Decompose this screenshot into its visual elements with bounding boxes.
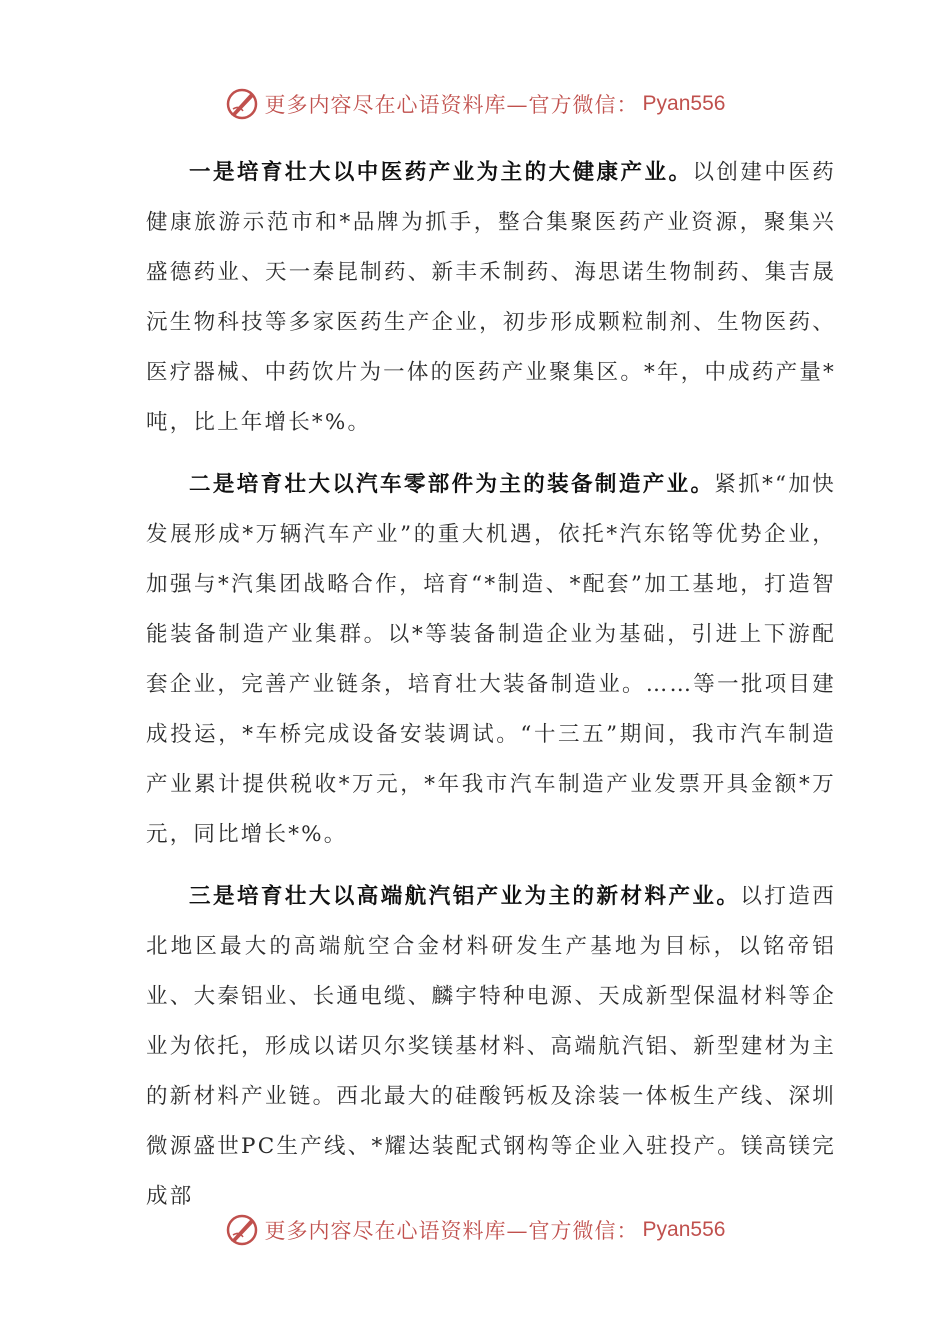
quill-logo-icon xyxy=(225,1213,259,1247)
watermark-header xyxy=(0,84,950,124)
watermark-text: 更多内容尽在心语资料库—官方微信： xyxy=(264,1219,639,1243)
paragraph-1-lead: 一是培育壮大以中医药产业为主的大健康产业。 xyxy=(189,160,693,185)
paragraph-1-body: 以创建中医药健康旅游示范市和*品牌为抓手，整合集聚医药产业资源，聚集兴盛德药业、天一秦昆制药、新丰禾制药、海思诺生物制药、集吉晟沅生物科技等多家医药生产企业，初步形成颗粒制剂、生物医药、医疗器械、中药饮片为一体的医药产业聚集区。*年，中成药产量*吨，比上年增长*%。 xyxy=(146,160,837,435)
paragraph-2-body: 紧抓*“加快发展形成*万辆汽车产业”的重大机遇，依托*汽东铭等优势企业，加强与*汽集团战略合作，培育“*制造、*配套”加工基地，打造智能装备制造产业集群。以*等装备制造企业为基础，引进上下游配套企业，完善产业链条，培育壮大装备制造业。……等一批项目建成投运，*车桥完成设备安装调试。“十三五”期间，我市汽车制造产业累计提供税收*万元，*年我市汽车制造产业发票开具金额*万元，同比增长*%。 xyxy=(146,472,836,847)
paragraph-3 xyxy=(146,872,836,1222)
quill-logo-icon xyxy=(225,87,259,121)
watermark-wechat-id: Pyan556 xyxy=(642,1218,726,1241)
watermark-wechat-id: Pyan556 xyxy=(642,92,726,115)
paragraph-3-body: 以打造西北地区最大的高端航空合金材料研发生产基地为目标，以铭帝铝业、大秦铝业、长通电缆、麟宇特种电源、天成新型保温材料等企业为依托，形成以诺贝尔奖镁基材料、高端航汽铝、新型建材为主的新材料产业链。西北最大的硅酸钙板及涂装一体板生产线、深圳微源盛世PC生产线、*耀达装配式钢构等企业入驻投产。镁高镁完成部 xyxy=(146,884,836,1209)
document-body xyxy=(146,148,836,1234)
watermark-footer xyxy=(0,1210,950,1250)
paragraph-3-lead: 三是培育壮大以高端航汽铝产业为主的新材料产业。 xyxy=(189,884,741,909)
paragraph-2 xyxy=(146,460,836,860)
watermark-text: 更多内容尽在心语资料库—官方微信： xyxy=(264,93,639,117)
paragraph-2-lead: 二是培育壮大以汽车零部件为主的装备制造产业。 xyxy=(189,472,715,497)
paragraph-1 xyxy=(146,148,836,448)
